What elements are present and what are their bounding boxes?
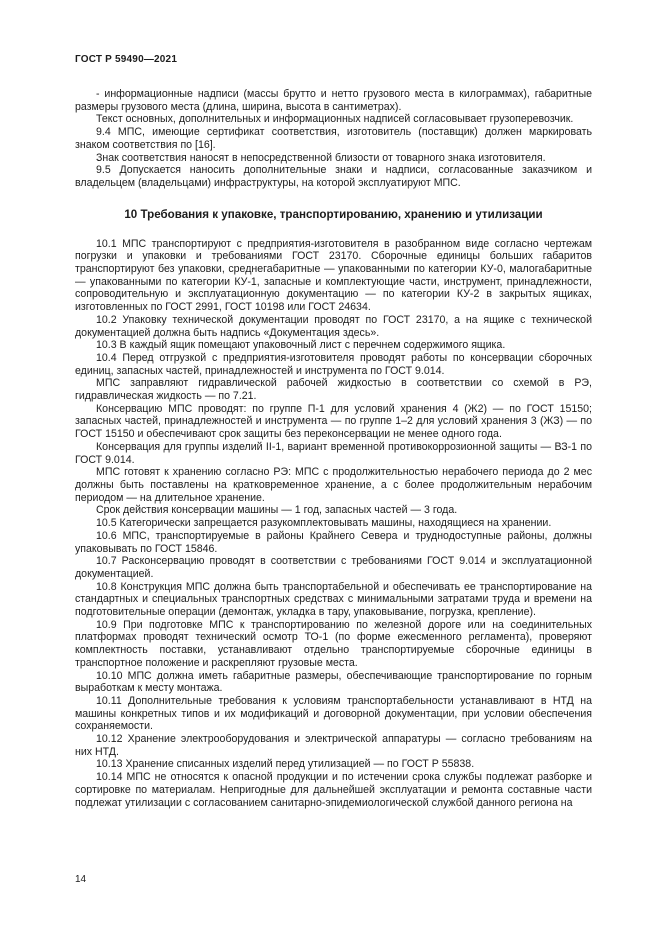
paragraph: 10.7 Расконсервацию проводят в соответствии с требованиями ГОСТ 9.014 и эксплуатационной документацией. — [75, 555, 592, 580]
paragraph: 10.10 МПС должна иметь габаритные размеры, обеспечивающие транспортирование по горным выработкам к месту монтажа. — [75, 669, 592, 695]
section-9-body — [75, 88, 592, 190]
paragraph: 10.8 Конструкция МПС должна быть транспортабельной и обеспечивать ее транспортирование на стандартных и специальных транспортных средствах с минимальными затратами труда и времени на подготовительные операции (демонтаж, укладка в тару, упаковывание, погрузка, крепление). — [75, 580, 592, 619]
paragraph: Консервацию МПС проводят: по группе П-1 для условий хранения 4 (Ж2) — по ГОСТ 15150; запасных частей, принадлежностей и инструмента — по группе 1–2 для условий хранения 3 (ЖЗ) — по ГОСТ 15150 и обеспечивают срок защиты без переконсервации не менее одного года. — [75, 402, 592, 441]
paragraph: 10.9 При подготовке МПС к транспортированию по железной дороге или на соединительных платформах проводят технический осмотр ТО-1 (по форме ежесменного регламента), проверяют комплектность поставки, устанавливают отдельно транспортируемые сборочные единицы в транспортное положение и раскрепляют грузовые места. — [75, 618, 592, 669]
section-10-heading: 10 Требования к упаковке, транспортированию, хранению и утилизации — [124, 207, 543, 221]
paragraph: МПС готовят к хранению согласно РЭ: МПС с продолжительностью нерабочего периода до 2 мес должны быть поставлены на кратковременное хранение, а с более продолжительным нерабочим периодом — на длительное хранение. — [75, 466, 592, 504]
page-number: 14 — [75, 874, 87, 885]
paragraph: 10.14 МПС не относятся к опасной продукции и по истечении срока службы подлежат разборке и сортировке по материалам. Непригодные для дальнейшей эксплуатации и ремонта составные части подлежат утилизации с согласованием санитарно-эпидемиологической службой данного региона на — [75, 771, 592, 809]
paragraph: Знак соответствия наносят в непосредственной близости от товарного знака изготовителя. — [96, 151, 546, 164]
paragraph: Срок действия консервации машины — 1 год, запасных частей — 3 года. — [96, 504, 458, 517]
paragraph: 10.4 Перед отгрузкой с предприятия-изготовителя проводят работы по консервации сборочных единиц, запасных частей, принадлежностей и инструмента по ГОСТ 9.014. — [75, 351, 592, 377]
paragraph: Консервация для группы изделий II-1, вариант временной противокоррозионной защиты — ВЗ-1 по ГОСТ 9.014. — [75, 440, 592, 466]
page-content — [75, 54, 592, 809]
paragraph: 9.4 МПС, имеющие сертификат соответствия, изготовитель (поставщик) должен маркировать знаком соответствия по [16]. — [75, 126, 592, 151]
paragraph: 10.2 Упаковку технической документации проводят по ГОСТ 23170, а на ящике с технической документацией должна быть надпись «Документация здесь». — [75, 313, 592, 339]
paragraph: 10.1 МПС транспортируют с предприятия-изготовителя в разобранном виде согласно чертежам погрузки и упаковки и требованиями ГОСТ 23170. Сборочные единицы больших габаритов транспортируют без упаковки, среднегабаритные — упакованными по категории КУ-0, малогабаритные — упакованными по категории КУ-1, запасные и комплектующие части, инструмент, принадлежности, сопроводительную и эксплуатационную документацию — по категории КУ-2 в закрытых ящиках, изготовленных по ГОСТ 2991, ГОСТ 10198 или ГОСТ 24634. — [75, 237, 592, 314]
section-10-body — [75, 238, 592, 810]
paragraph: 10.6 МПС, транспортируемые в районы Крайнего Севера и труднодоступные районы, должны упаковывать по ГОСТ 15846. — [75, 529, 592, 555]
paragraph: 10.3 В каждый ящик помещают упаковочный лист с перечнем содержимого ящика. — [96, 339, 506, 352]
paragraph: 9.5 Допускается наносить дополнительные знаки и надписи, согласованные заказчиком и владельцем (владельцами) инфраструктуры, на которой эксплуатируют МПС. — [75, 164, 592, 189]
paragraph: - информационные надписи (массы брутто и нетто грузового места в килограммах), габаритные размеры грузового места (длина, ширина, высота в сантиметрах). — [75, 88, 592, 113]
doc-code-header: ГОСТ Р 59490—2021 — [75, 54, 178, 65]
paragraph: 10.12 Хранение электрооборудования и электрической аппаратуры — согласно требованиям на них НТД. — [75, 733, 592, 758]
paragraph: 10.11 Дополнительные требования к условиям транспортабельности устанавливают в НТД на машины конкретных типов и их модификаций и договорной документации, при условии обеспечения сохраняемости. — [75, 694, 592, 733]
paragraph: Текст основных, дополнительных и информационных надписей согласовывает грузоперевозчик. — [96, 113, 574, 126]
paragraph: 10.13 Хранение списанных изделий перед утилизацией — по ГОСТ Р 55838. — [96, 758, 475, 771]
paragraph: МПС заправляют гидравлической рабочей жидкостью в соответствии со схемой в РЭ, гидравлическая жидкость — по 7.21. — [75, 377, 592, 403]
paragraph: 10.5 Категорически запрещается разукомплектовывать машины, находящиеся на хранении. — [96, 517, 552, 530]
